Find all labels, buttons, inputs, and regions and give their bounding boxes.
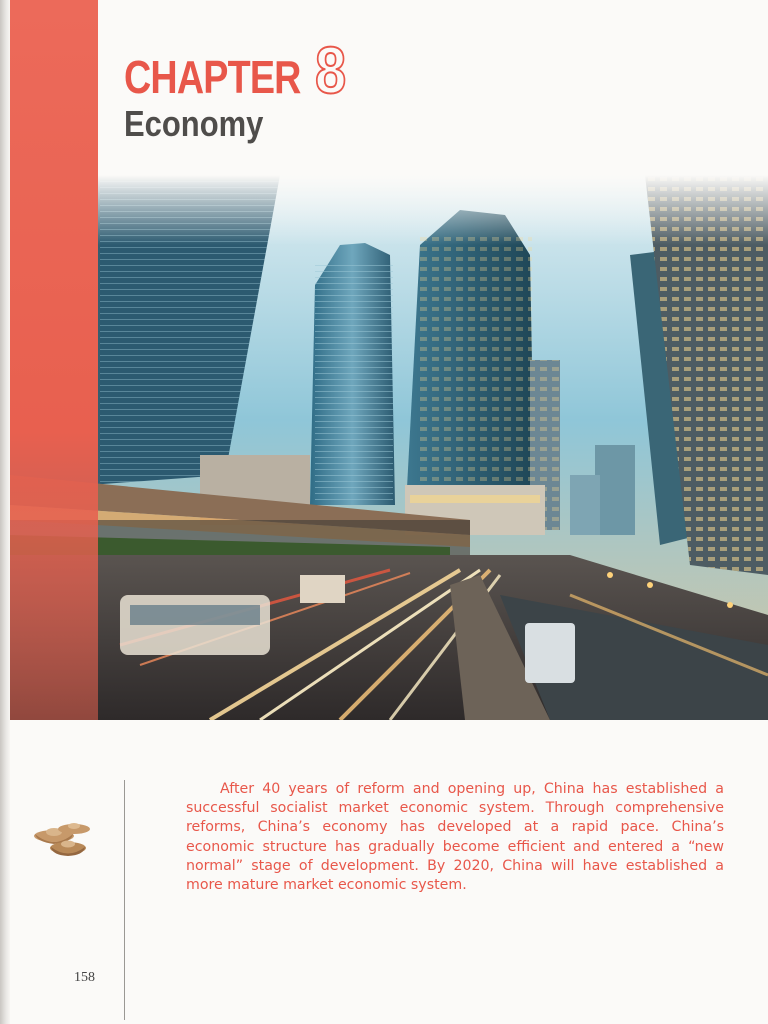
photo-top-fade: [10, 175, 768, 245]
chapter-title: Economy: [124, 103, 264, 144]
chapter-heading: [124, 33, 352, 107]
body-paragraph: After 40 years of reform and opening up, China has established a successful socialist market economic system. Through comprehensive reforms, China’s economy has developed at a rapid pace. China’s economic structure has gradually become efficient and entered a “new normal” stage of development. By 2020, China will have established a more mature market economic system.: [186, 781, 724, 894]
page-gutter: [0, 0, 10, 1024]
city-skyline-photo: [10, 175, 768, 720]
chapter-label: CHAPTER: [124, 51, 301, 103]
chapter-number: 8: [315, 33, 347, 107]
margin-rule: [124, 780, 125, 1020]
gold-ingot-icon: [32, 820, 94, 864]
chapter-red-band: [10, 0, 98, 720]
page-number: 158: [74, 970, 95, 985]
